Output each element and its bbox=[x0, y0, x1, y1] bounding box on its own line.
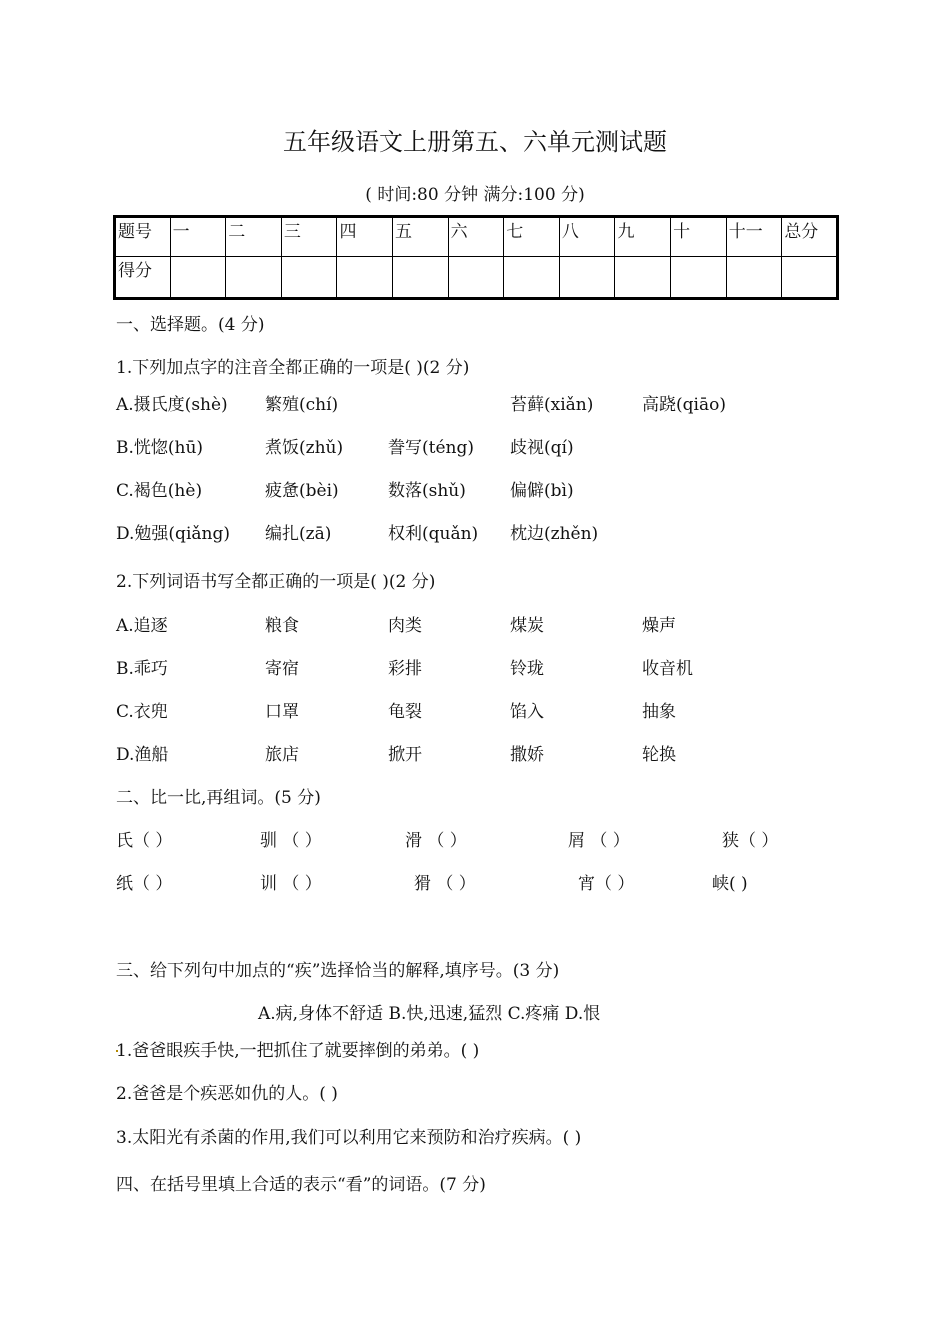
score-table bbox=[113, 215, 839, 300]
q1-option-a-4: 高跷(qiāo) bbox=[642, 395, 726, 415]
q1-option-c-3: 数落(shǔ) bbox=[388, 481, 466, 501]
q2-option-c-3: 龟裂 bbox=[388, 702, 422, 722]
q1-option-b-1: B.恍惚(hū) bbox=[116, 438, 204, 458]
cell-q9: 九 bbox=[615, 217, 671, 257]
q2-option-b-2: 寄宿 bbox=[265, 659, 299, 679]
q2-option-a-3: 肉类 bbox=[388, 616, 422, 636]
compare-word-5[interactable]: 狭（ ） bbox=[722, 831, 779, 851]
cell-q4: 四 bbox=[337, 217, 393, 257]
score-cell[interactable] bbox=[393, 257, 449, 299]
score-table-score-row bbox=[115, 257, 838, 299]
q1-option-c-2: 疲惫(bèi) bbox=[265, 481, 339, 501]
section3-heading: 三、给下列句中加点的“疾”选择恰当的解释,填序号。(3 分) bbox=[116, 961, 560, 981]
score-cell[interactable] bbox=[337, 257, 393, 299]
q1-option-b-2: 煮饭(zhǔ) bbox=[265, 438, 344, 458]
q2-option-c-4: 馅入 bbox=[510, 702, 544, 722]
q1-stem: 1.下列加点字的注音全都正确的一项是( )(2 分) bbox=[116, 358, 470, 378]
score-cell[interactable] bbox=[504, 257, 560, 299]
compare-word-8[interactable]: 猾 （ ） bbox=[414, 874, 476, 894]
compare-word-9[interactable]: 宵（ ） bbox=[578, 874, 635, 894]
cell-q11: 十一 bbox=[726, 217, 782, 257]
q1-option-a-2: 繁殖(chí) bbox=[265, 395, 339, 415]
q2-option-b-3: 彩排 bbox=[388, 659, 422, 679]
cell-q6: 六 bbox=[448, 217, 504, 257]
cell-q5: 五 bbox=[393, 217, 449, 257]
score-cell[interactable] bbox=[448, 257, 504, 299]
q2-option-d-1: D.渔船 bbox=[116, 745, 169, 765]
section3-sentence-2: 2.爸爸是个疾恶如仇的人。( ) bbox=[116, 1084, 338, 1104]
score-cell[interactable] bbox=[170, 257, 226, 299]
cell-q3: 三 bbox=[281, 217, 337, 257]
q2-option-a-1: A.追逐 bbox=[116, 616, 168, 636]
section2-heading: 二、比一比,再组词。(5 分) bbox=[116, 788, 321, 808]
q1-option-a-3: 苔藓(xiǎn) bbox=[510, 395, 594, 415]
q1-option-b-3: 誊写(téng) bbox=[388, 438, 474, 458]
q2-option-d-3: 掀开 bbox=[388, 745, 422, 765]
cell-q2: 二 bbox=[226, 217, 282, 257]
q2-option-c-2: 口罩 bbox=[265, 702, 299, 722]
compare-word-6[interactable]: 纸（ ） bbox=[116, 874, 173, 894]
score-cell[interactable] bbox=[726, 257, 782, 299]
q2-stem: 2.下列词语书写全都正确的一项是( )(2 分) bbox=[116, 572, 436, 592]
q2-option-b-4: 铃珑 bbox=[510, 659, 544, 679]
q2-option-d-2: 旅店 bbox=[265, 745, 299, 765]
score-table-header-row bbox=[115, 217, 838, 257]
section3-sentence-3: 3.太阳光有杀菌的作用,我们可以利用它来预防和治疗疾病。( ) bbox=[116, 1128, 582, 1148]
q2-option-a-5: 燥声 bbox=[642, 616, 676, 636]
q1-option-b-4: 歧视(qí) bbox=[510, 438, 574, 458]
page-title: 五年级语文上册第五、六单元测试题 bbox=[283, 128, 667, 156]
score-cell[interactable] bbox=[671, 257, 727, 299]
compare-word-10[interactable]: 峡( ) bbox=[712, 874, 748, 894]
score-cell[interactable] bbox=[281, 257, 337, 299]
cell-question-number: 题号 bbox=[115, 217, 171, 257]
compare-word-4[interactable]: 屑 （ ） bbox=[568, 831, 630, 851]
q2-option-c-1: C.衣兜 bbox=[116, 702, 168, 722]
section3-sentence-1: 1.爸爸眼疾手快,一把抓住了就要摔倒的弟弟。( ) bbox=[116, 1041, 480, 1061]
q1-option-d-4: 枕边(zhěn) bbox=[510, 524, 599, 544]
q2-option-a-4: 煤炭 bbox=[510, 616, 544, 636]
section4-heading: 四、在括号里填上合适的表示“看”的词语。(7 分) bbox=[116, 1175, 486, 1195]
q1-option-d-3: 权利(quǎn) bbox=[388, 524, 479, 544]
section1-heading: 一、选择题。(4 分) bbox=[116, 315, 265, 335]
cell-q1: 一 bbox=[170, 217, 226, 257]
compare-word-3[interactable]: 滑 （ ） bbox=[405, 831, 467, 851]
exam-time-score: ( 时间:80 分钟 满分:100 分) bbox=[365, 185, 585, 205]
q2-option-c-5: 抽象 bbox=[642, 702, 676, 722]
compare-word-2[interactable]: 驯 （ ） bbox=[260, 831, 322, 851]
q2-option-d-4: 撒娇 bbox=[510, 745, 544, 765]
q1-option-a-1: A.摄氏度(shè) bbox=[116, 395, 228, 415]
score-cell[interactable] bbox=[559, 257, 615, 299]
q1-option-d-1: D.勉强(qiǎng) bbox=[116, 524, 230, 544]
cell-q7: 七 bbox=[504, 217, 560, 257]
q2-option-b-1: B.乖巧 bbox=[116, 659, 168, 679]
q2-option-a-2: 粮食 bbox=[265, 616, 299, 636]
compare-word-1[interactable]: 氏（ ） bbox=[116, 831, 173, 851]
cell-total: 总分 bbox=[782, 217, 838, 257]
cell-score-label: 得分 bbox=[115, 257, 171, 299]
q2-option-b-5: 收音机 bbox=[642, 659, 693, 679]
cell-q8: 八 bbox=[559, 217, 615, 257]
section3-options: A.病,身体不舒适 B.快,迅速,猛烈 C.疼痛 D.恨 bbox=[258, 1004, 601, 1024]
q1-option-c-1: C.褐色(hè) bbox=[116, 481, 203, 501]
score-cell[interactable] bbox=[226, 257, 282, 299]
q1-option-d-2: 编扎(zā) bbox=[265, 524, 332, 544]
compare-word-7[interactable]: 训 （ ） bbox=[260, 874, 322, 894]
score-cell[interactable] bbox=[615, 257, 671, 299]
q1-option-c-4: 偏僻(bì) bbox=[510, 481, 574, 501]
q2-option-d-5: 轮换 bbox=[642, 745, 676, 765]
score-cell[interactable] bbox=[782, 257, 838, 299]
cell-q10: 十 bbox=[671, 217, 727, 257]
